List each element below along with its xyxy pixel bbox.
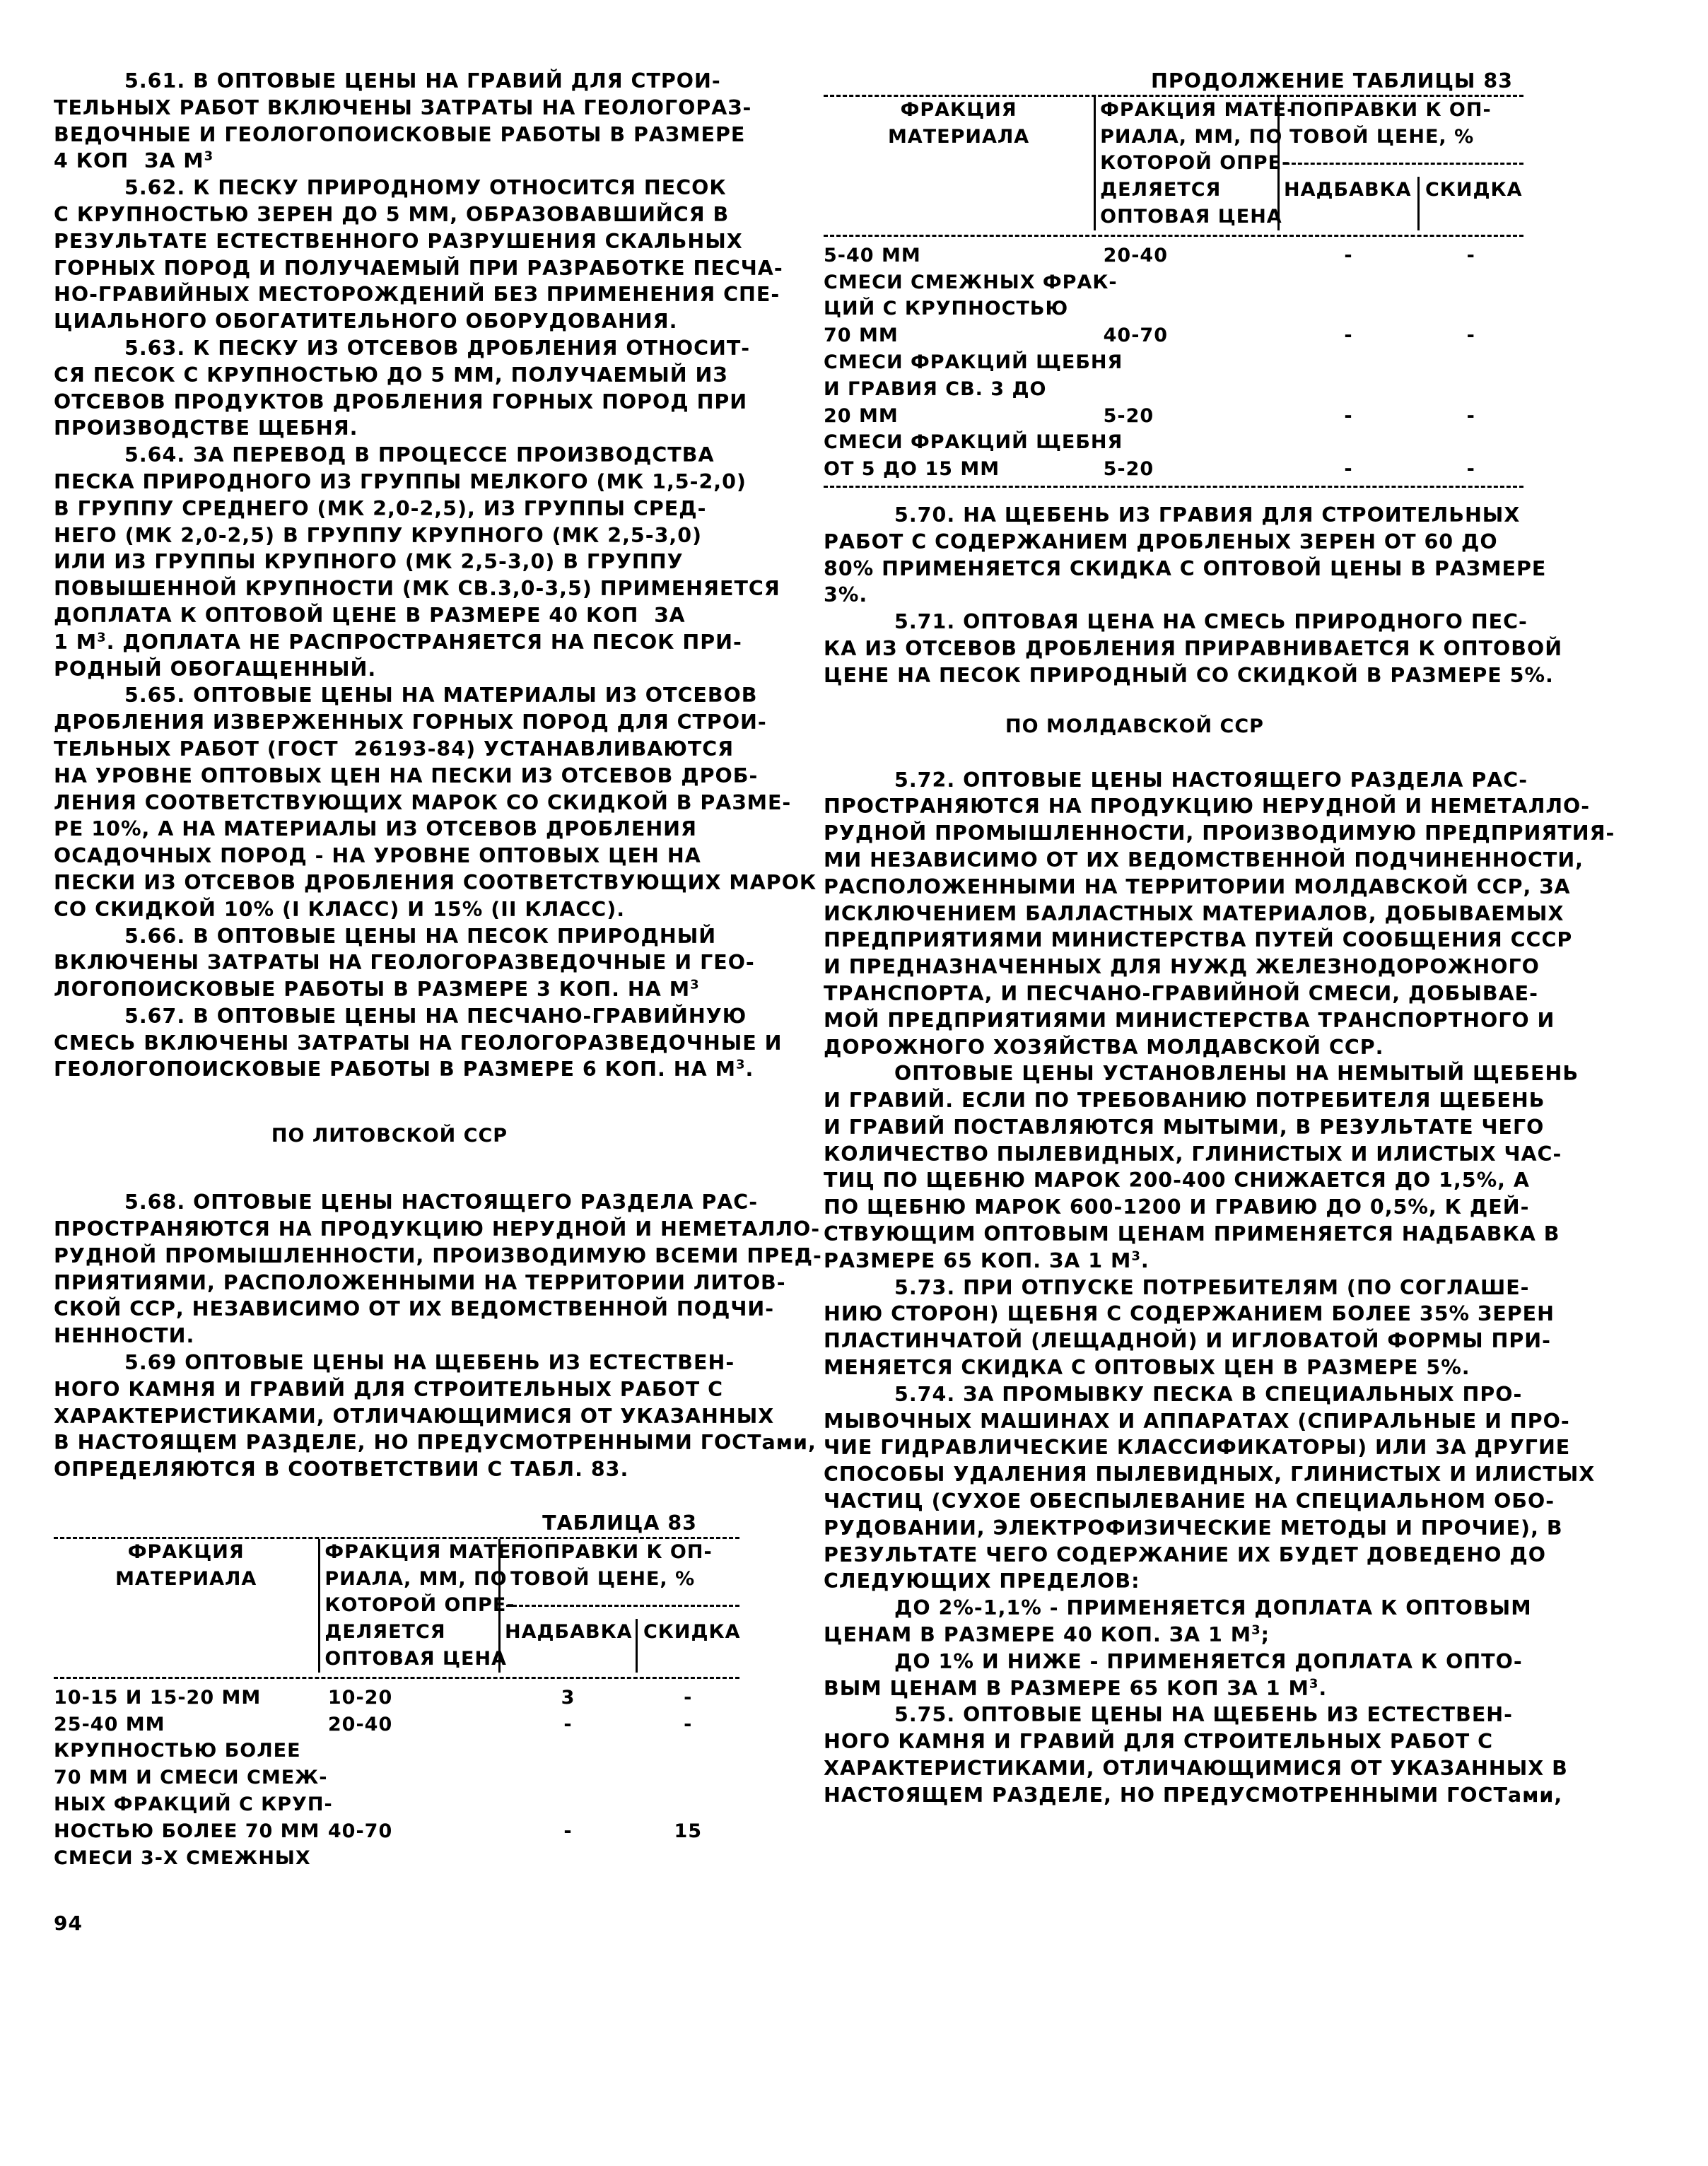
text-line: СМЕСЬ ВКЛЮЧЕНЫ ЗАТРАТЫ НА ГЕОЛОГОРАЗВЕДОЧНЫЕ И <box>54 1031 783 1055</box>
text-line: ДО 1% И НИЖЕ - ПРИМЕНЯЕТСЯ ДОПЛАТА К ОПТО- <box>894 1649 1523 1673</box>
header-col-discount: СКИДКА <box>636 1619 739 1646</box>
text-line: ОТСЕВОВ ПРОДУКТОВ ДРОБЛЕНИЯ ГОРНЫХ ПОРОД ПРИ <box>54 390 748 414</box>
header-col-fraction: ФРАКЦИЯ <box>900 98 1017 121</box>
para-5-66 <box>54 923 754 1003</box>
text-line: НЕННОСТИ. <box>54 1324 195 1348</box>
text-line: НИЮ СТОРОН) ЩЕБНЯ С СОДЕРЖАНИЕМ БОЛЕЕ 35% ЗЕРЕН <box>824 1302 1555 1326</box>
para-list-2 <box>824 1649 1531 1702</box>
table-header-row <box>54 1592 739 1619</box>
text-line: ДО 2%-1,1% - ПРИМЕНЯЕТСЯ ДОПЛАТА К ОПТОВЫМ <box>894 1596 1532 1620</box>
text-line: ПЛАСТИНЧАТОЙ (ЛЕЩАДНОЙ) И ИГЛОВАТОЙ ФОРМЫ ПРИ- <box>824 1329 1551 1353</box>
table-cell: - <box>1466 244 1475 267</box>
table-cell <box>1418 376 1523 403</box>
text-line: 5.66. В ОПТОВЫЕ ЦЕНЫ НА ПЕСОК ПРИРОДНЫЙ <box>124 924 717 948</box>
table-cell: СМЕСИ СМЕЖНЫХ ФРАК- <box>824 271 1118 293</box>
text-line: ТРАНСПОРТА, И ПЕСЧАНО-ГРАВИЙНОЙ СМЕСИ, ДОБЫВАЕ- <box>824 981 1538 1005</box>
table-row <box>54 1764 739 1791</box>
table-cell <box>1418 349 1523 376</box>
table-cell: 15 <box>674 1820 703 1842</box>
text-line: ВКЛЮЧЕНЫ ЗАТРАТЫ НА ГЕОЛОГОРАЗВЕДОЧНЫЕ И ГЕО- <box>54 951 755 975</box>
text-line: НАСТОЯЩЕМ РАЗДЕЛЕ, НО ПРЕДУСМОТРЕННЫМИ ГОСТами, <box>824 1783 1563 1807</box>
para-5-71 <box>824 609 1563 689</box>
table-cell <box>320 1845 500 1872</box>
text-line: РЕ 10%, А НА МАТЕРИАЛЫ ИЗ ОТСЕВОВ ДРОБЛЕНИЯ <box>54 817 697 841</box>
table-cell: - <box>1466 324 1475 347</box>
text-line: 5.70. НА ЩЕБЕНЬ ИЗ ГРАВИЯ ДЛЯ СТРОИТЕЛЬНЫХ <box>894 503 1521 527</box>
text-line: 5.61. В ОПТОВЫЕ ЦЕНЫ НА ГРАВИЙ ДЛЯ СТРОИ- <box>124 69 721 93</box>
text-line: ЦИАЛЬНОГО ОБОГАТИТЕЛЬНОГО ОБОРУДОВАНИЯ. <box>54 310 678 334</box>
text-line: 5.68. ОПТОВЫЕ ЦЕНЫ НАСТОЯЩЕГО РАЗДЕЛА РАС- <box>124 1190 759 1214</box>
header-col-fraction <box>54 1619 320 1646</box>
text-line: ВЕДОЧНЫЕ И ГЕОЛОГОПОИСКОВЫЕ РАБОТЫ В РАЗМЕРЕ <box>54 122 746 146</box>
table-grid <box>824 97 1523 230</box>
header-col-fraction <box>824 177 1095 204</box>
text-line: 5.63. К ПЕСКУ ИЗ ОТСЕВОВ ДРОБЛЕНИЯ ОТНОСИТ- <box>124 336 751 360</box>
text-line: 5.75. ОПТОВЫЕ ЦЕНЫ НА ЩЕБЕНЬ ИЗ ЕСТЕСТВЕН- <box>894 1703 1513 1727</box>
text-line: ДОПЛАТА К ОПТОВОЙ ЦЕНЕ В РАЗМЕРЕ 40 КОП ЗА <box>54 603 686 627</box>
table-row <box>54 1738 739 1764</box>
text-line: ТИЦ ПО ЩЕБНЮ МАРОК 200-400 СНИЖАЕТСЯ ДО 1,5%, А <box>824 1169 1530 1193</box>
header-col-price-fraction: ДЕЛЯЕТСЯ <box>1095 177 1279 204</box>
para-5-61 <box>54 68 754 175</box>
table-cell <box>499 1738 636 1764</box>
table-row <box>54 1845 739 1872</box>
table-cell: 5-20 <box>1103 404 1154 427</box>
text-line: РЕЗУЛЬТАТЕ ЕСТЕСТВЕННОГО РАЗРУШЕНИЯ СКАЛЬНЫХ <box>54 229 743 253</box>
header-col-price-fraction: РИАЛА, ММ, ПО <box>320 1566 500 1593</box>
header-col-fraction: МАТЕРИАЛА <box>887 125 1030 148</box>
header-col-discount: СКИДКА <box>1418 177 1523 204</box>
table-cell: СМЕСИ ФРАКЦИЙ ЩЕБНЯ <box>824 431 1123 454</box>
table-caption: ТАБЛИЦА 83 <box>542 1511 697 1535</box>
table-row <box>824 295 1523 322</box>
text-line: КА ИЗ ОТСЕВОВ ДРОБЛЕНИЯ ПРИРАВНИВАЕТСЯ К ОПТОВОЙ <box>824 636 1563 660</box>
text-line: РАЗМЕРЕ 65 КОП. ЗА 1 $М^3$. <box>824 1248 1150 1272</box>
table-cell <box>1278 376 1418 403</box>
text-line: ДРОБЛЕНИЯ ИЗВЕРЖЕННЫХ ГОРНЫХ ПОРОД ДЛЯ СТРОИ- <box>54 710 767 734</box>
text-line: 5.64. ЗА ПЕРЕВОД В ПРОЦЕССЕ ПРОИЗВОДСТВА <box>124 443 715 467</box>
text-line: МЫВОЧНЫХ МАШИНАХ И АППАРАТАХ (СПИРАЛЬНЫЕ И ПРО- <box>824 1409 1570 1433</box>
table-cell: 20 ММ <box>824 404 899 427</box>
para-5-72 <box>824 767 1615 1061</box>
para-list-1 <box>824 1595 1531 1649</box>
text-line: МЕНЯЕТСЯ СКИДКА С ОПТОВЫХ ЦЕН В РАЗМЕРЕ 5%. <box>824 1356 1470 1380</box>
table-cell: - <box>1344 324 1353 347</box>
table-cell: 20-40 <box>1103 244 1168 267</box>
header-col-price-fraction: ФРАКЦИЯ МАТЕ- <box>320 1539 500 1566</box>
text-line: ЦЕНАМ В РАЗМЕРЕ 40 КОП. ЗА 1 $М^3$; <box>824 1622 1270 1647</box>
header-col-fraction <box>54 1592 320 1619</box>
para-5-73 <box>824 1275 1555 1381</box>
text-line: ЛОГОПОИСКОВЫЕ РАБОТЫ В РАЗМЕРЕ 3 КОП. НА $М^3$ <box>54 977 700 1002</box>
text-line: ГЕОЛОГОПОИСКОВЫЕ РАБОТЫ В РАЗМЕРЕ 6 КОП. НА $М^3$. <box>54 1057 754 1082</box>
table-cell: - <box>1344 404 1353 427</box>
text-line: ТЕЛЬНЫХ РАБОТ ВКЛЮЧЕНЫ ЗАТРАТЫ НА ГЕОЛОГОРАЗ- <box>54 95 752 119</box>
text-line: РУДНОЙ ПРОМЫШЛЕННОСТИ, ПРОИЗВОДИМУЮ ПРЕДПРИЯТИЯ- <box>824 821 1615 845</box>
table-row <box>54 1791 739 1818</box>
table-cell: 5-20 <box>1103 458 1154 481</box>
table-cell <box>320 1791 500 1818</box>
text-line: СО СКИДКОЙ 10% (I КЛАСС) И 15% (II КЛАСС). <box>54 897 626 921</box>
section-heading-lithuania: ПО ЛИТОВСКОЙ ССР <box>271 1125 508 1147</box>
table-row <box>824 429 1523 456</box>
table-cell: ЦИЙ С КРУПНОСТЬЮ <box>824 298 1069 320</box>
table-cell <box>636 1764 739 1791</box>
table-cell <box>1278 269 1418 296</box>
table-cell: НЫХ ФРАКЦИЙ С КРУП- <box>54 1793 333 1816</box>
table-header-row <box>824 204 1523 230</box>
text-line: И ГРАВИЙ ПОСТАВЛЯЮТСЯ МЫТЫМИ, В РЕЗУЛЬТАТЕ ЧЕГО <box>824 1115 1545 1139</box>
text-line: ДОРОЖНОГО ХОЗЯЙСТВА МОЛДАВСКОЙ ССР. <box>824 1035 1384 1059</box>
text-line: ОПРЕДЕЛЯЮТСЯ В СООТВЕТСТВИИ С ТАБЛ. 83. <box>54 1458 629 1482</box>
table-83-continued <box>824 95 1523 488</box>
header-sub-rule <box>1285 163 1523 165</box>
table-cell <box>499 1791 636 1818</box>
table-cell: - <box>1466 404 1475 427</box>
text-line: В НАСТОЯЩЕМ РАЗДЕЛЕ, НО ПРЕДУСМОТРЕННЫМИ ГОСТами, <box>54 1431 817 1455</box>
table-cell <box>1278 349 1418 376</box>
text-line: ЛЕНИЯ СООТВЕТСТВУЮЩИХ МАРОК СО СКИДКОЙ В РАЗМЕ- <box>54 790 792 814</box>
text-line: НА УРОВНЕ ОПТОВЫХ ЦЕН НА ПЕСКИ ИЗ ОТСЕВОВ ДРОБ- <box>54 763 759 788</box>
text-line: НОГО КАМНЯ И ГРАВИЙ ДЛЯ СТРОИТЕЛЬНЫХ РАБОТ С <box>54 1377 724 1401</box>
para-5-65 <box>54 682 817 923</box>
header-col-price-fraction: КОТОРОЙ ОПРЕ- <box>1095 150 1279 177</box>
text-line: РАБОТ С СОДЕРЖАНИЕМ ДРОБЛЕНЫХ ЗЕРЕН ОТ 60 ДО <box>824 529 1498 554</box>
header-col-price-fraction: ОПТОВАЯ ЦЕНА <box>320 1646 500 1673</box>
text-line: ПРОСТРАНЯЮТСЯ НА ПРОДУКЦИЮ НЕРУДНОЙ И НЕМЕТАЛЛО- <box>54 1217 821 1241</box>
header-col-price-fraction: РИАЛА, ММ, ПО <box>1095 124 1279 151</box>
text-line: ПРЕДПРИЯТИЯМИ МИНИСТЕРСТВА ПУТЕЙ СООБЩЕНИЯ СССР <box>824 928 1573 952</box>
text-line: НЕГО (МК 2,0-2,5) В ГРУППУ КРУПНОГО (МК 2,5-3,0) <box>54 523 703 547</box>
text-line: ПРОСТРАНЯЮТСЯ НА ПРОДУКЦИЮ НЕРУДНОЙ И НЕМЕТАЛЛО- <box>824 795 1591 819</box>
text-line: ГОРНЫХ ПОРОД И ПОЛУЧАЕМЫЙ ПРИ РАЗРАБОТКЕ ПЕСЧА- <box>54 256 783 280</box>
left-column <box>54 68 822 1871</box>
table-cell <box>499 1764 636 1791</box>
text-line: РАСПОЛОЖЕННЫМИ НА ТЕРРИТОРИИ МОЛДАВСКОЙ ССР, ЗА <box>824 874 1571 898</box>
para-5-74 <box>824 1381 1596 1595</box>
text-line: ОСАДОЧНЫХ ПОРОД - НА УРОВНЕ ОПТОВЫХ ЦЕН НА <box>54 844 701 868</box>
text-line: И ПРЕДНАЗНАЧЕННЫХ ДЛЯ НУЖД ЖЕЛЕЗНОДОРОЖНОГО <box>824 955 1540 979</box>
header-corrections-rule <box>1278 150 1523 177</box>
header-empty <box>1278 204 1418 230</box>
header-col-fraction <box>824 150 1095 177</box>
text-line: КОЛИЧЕСТВО ПЫЛЕВИДНЫХ, ГЛИНИСТЫХ И ИЛИСТЫХ ЧАС- <box>824 1142 1562 1166</box>
table-row <box>824 456 1523 483</box>
table-row <box>54 1711 739 1738</box>
table-cell: СМЕСИ 3-Х СМЕЖНЫХ <box>54 1846 311 1869</box>
text-line: ТЕЛЬНЫХ РАБОТ (ГОСТ 26193-84) УСТАНАВЛИВАЮТСЯ <box>54 737 735 761</box>
text-line: 5.62. К ПЕСКУ ПРИРОДНОМУ ОТНОСИТСЯ ПЕСОК <box>124 176 727 200</box>
para-5-69 <box>54 1350 817 1483</box>
text-line: РУДНОЙ ПРОМЫШЛЕННОСТИ, ПРОИЗВОДИМУЮ ВСЕМИ ПРЕД- <box>54 1243 822 1268</box>
text-line: 80% ПРИМЕНЯЕТСЯ СКИДКА С ОПТОВОЙ ЦЕНЫ В РАЗМЕРЕ <box>824 556 1547 580</box>
table-cell: - <box>563 1713 573 1735</box>
table-cell <box>499 1845 636 1872</box>
text-line: ПЕСКА ПРИРОДНОГО ИЗ ГРУППЫ МЕЛКОГО (МК 1,5-2,0) <box>54 469 747 493</box>
table-cell: 5-40 ММ <box>824 244 921 267</box>
text-line: 5.67. В ОПТОВЫЕ ЦЕНЫ НА ПЕСЧАНО-ГРАВИЙНУЮ <box>124 1004 747 1028</box>
table-row <box>54 1818 739 1845</box>
para-5-62 <box>54 175 783 335</box>
table-cell <box>1095 269 1279 296</box>
header-col-price-fraction: КОТОРОЙ ОПРЕ- <box>320 1592 500 1619</box>
table-cell: ОТ 5 ДО 15 ММ <box>824 458 1000 481</box>
header-empty <box>636 1646 739 1673</box>
text-line: ЧИЕ ГИДРАВЛИЧЕСКИЕ КЛАССИФИКАТОРЫ) ИЛИ ЗА ДРУГИЕ <box>824 1436 1571 1460</box>
table-cell <box>320 1764 500 1791</box>
table-cell: - <box>684 1686 693 1709</box>
table-cell: - <box>684 1713 693 1735</box>
table-cell <box>636 1791 739 1818</box>
section-heading-moldavia: ПО МОЛДАВСКОЙ ССР <box>1005 715 1264 737</box>
table-header-row <box>824 177 1523 204</box>
text-line: ВЫМ ЦЕНАМ В РАЗМЕРЕ 65 КОП ЗА 1 $М^3$. <box>824 1676 1328 1700</box>
table-cell: 20-40 <box>327 1713 393 1735</box>
header-col-corrections: ТОВОЙ ЦЕНЕ, % <box>1278 124 1523 151</box>
header-col-price-fraction: ОПТОВАЯ ЦЕНА <box>1095 204 1279 230</box>
header-col-price-fraction: ФРАКЦИЯ МАТЕ- <box>1095 97 1279 124</box>
text-line: 1 $М^3$. ДОПЛАТА НЕ РАСПРОСТРАНЯЕТСЯ НА ПЕСОК ПРИ- <box>54 630 742 654</box>
table-header-row <box>824 150 1523 177</box>
header-col-fraction: ФРАКЦИЯ <box>127 1540 245 1563</box>
text-line: СЯ ПЕСОК С КРУПНОСТЬЮ ДО 5 ММ, ПОЛУЧАЕМЫЙ ИЗ <box>54 363 728 387</box>
table-header-row <box>824 97 1523 124</box>
header-empty <box>1418 204 1523 230</box>
table-cell: 70 ММ И СМЕСИ СМЕЖ- <box>54 1767 328 1789</box>
para-5-70 <box>824 502 1547 609</box>
table-row <box>824 322 1523 349</box>
para-5-75 <box>824 1702 1568 1808</box>
text-line: РЕЗУЛЬТАТЕ ЧЕГО СОДЕРЖАНИЕ ИХ БУДЕТ ДОВЕДЕНО ДО <box>824 1542 1546 1567</box>
table-body <box>824 242 1523 483</box>
text-line: И ГРАВИЙ. ЕСЛИ ПО ТРЕБОВАНИЮ ПОТРЕБИТЕЛЯ ЩЕБЕНЬ <box>824 1089 1545 1113</box>
table-row <box>824 242 1523 269</box>
table-cell: - <box>1466 458 1475 481</box>
header-corrections-rule <box>499 1592 739 1619</box>
table-cell: 70 ММ <box>824 324 899 347</box>
text-line: С КРУПНОСТЬЮ ЗЕРЕН ДО 5 ММ, ОБРАЗОВАВШИЙСЯ В <box>54 202 730 226</box>
table-row <box>824 269 1523 296</box>
para-5-63 <box>54 335 754 442</box>
table-body <box>54 1685 739 1872</box>
text-line: 5.65. ОПТОВЫЕ ЦЕНЫ НА МАТЕРИАЛЫ ИЗ ОТСЕВОВ <box>124 684 758 708</box>
table-cell: - <box>1344 458 1353 481</box>
table-continuation-caption: ПРОДОЛЖЕНИЕ ТАБЛИЦЫ 83 <box>1151 69 1513 93</box>
text-line: 4 КОП ЗА $М^3$ <box>54 148 214 173</box>
header-col-corrections: ТОВОЙ ЦЕНЕ, % <box>499 1566 739 1593</box>
table-cell <box>636 1845 739 1872</box>
text-line: ОПТОВЫЕ ЦЕНЫ УСТАНОВЛЕНЫ НА НЕМЫТЫЙ ЩЕБЕНЬ <box>894 1062 1579 1086</box>
table-grid <box>54 1539 739 1673</box>
table-header-row <box>54 1539 739 1566</box>
text-line: 3%. <box>824 583 868 607</box>
table-83 <box>54 1537 739 1872</box>
text-line: ПРИЯТИЯМИ, РАСПОЛОЖЕННЫМИ НА ТЕРРИТОРИИ ЛИТОВ- <box>54 1270 786 1294</box>
header-col-corrections: ПОПРАВКИ К ОП- <box>499 1539 739 1566</box>
table-cell <box>1418 295 1523 322</box>
table-cell <box>1418 429 1523 456</box>
text-line: ИЛИ ИЗ ГРУППЫ КРУПНОГО (МК 2,5-3,0) В ГРУППУ <box>54 550 684 574</box>
text-line: ИСКЛЮЧЕНИЕМ БАЛЛАСТНЫХ МАТЕРИАЛОВ, ДОБЫВАЕМЫХ <box>824 901 1564 925</box>
text-line: РОДНЫЙ ОБОГАЩЕННЫЙ. <box>54 657 377 681</box>
text-line: ПЕСКИ ИЗ ОТСЕВОВ ДРОБЛЕНИЯ СООТВЕТСТВУЮЩИХ МАРОК <box>54 870 817 894</box>
table-header-row <box>54 1566 739 1593</box>
para-prices <box>824 1060 1579 1274</box>
table-cell: 10-20 <box>327 1686 393 1709</box>
table-cell: КРУПНОСТЬЮ БОЛЕЕ <box>54 1740 301 1762</box>
table-cell: 10-15 И 15-20 ММ <box>54 1686 262 1709</box>
text-line: СЛЕДУЮЩИХ ПРЕДЕЛОВ: <box>824 1569 1140 1593</box>
header-col-corrections: ПОПРАВКИ К ОП- <box>1278 97 1523 124</box>
table-cell <box>320 1738 500 1764</box>
text-line: ЦЕНЕ НА ПЕСОК ПРИРОДНЫЙ СО СКИДКОЙ В РАЗМЕРЕ 5%. <box>824 663 1554 687</box>
table-header-row <box>824 124 1523 151</box>
table-cell: 3 <box>561 1686 575 1709</box>
table-cell: 40-70 <box>1103 324 1168 347</box>
text-line: РУДОВАНИИ, ЭЛЕКТРОФИЗИЧЕСКИЕ МЕТОДЫ И ПРОЧИЕ), В <box>824 1516 1563 1540</box>
table-cell <box>1095 295 1279 322</box>
text-line: ХАРАКТЕРИСТИКАМИ, ОТЛИЧАЮЩИМИСЯ ОТ УКАЗАННЫХ В <box>824 1757 1568 1781</box>
table-cell <box>1278 295 1418 322</box>
table-cell: 40-70 <box>327 1820 393 1842</box>
table-header-row <box>54 1646 739 1673</box>
table-cell: СМЕСИ ФРАКЦИЙ ЩЕБНЯ <box>824 351 1123 373</box>
table-cell: - <box>563 1820 573 1842</box>
text-line: ПО ЩЕБНЮ МАРОК 600-1200 И ГРАВИЮ ДО 0,5%, К ДЕЙ- <box>824 1195 1530 1219</box>
text-line: 5.69 ОПТОВЫЕ ЦЕНЫ НА ЩЕБЕНЬ ИЗ ЕСТЕСТВЕН- <box>124 1351 735 1375</box>
para-5-68 <box>54 1189 822 1350</box>
header-col-surcharge: НАДБАВКА <box>499 1619 636 1646</box>
para-5-64 <box>54 442 780 682</box>
text-line: МИ НЕЗАВИСИМО ОТ ИХ ВЕДОМСТВЕННОЙ ПОДЧИНЕННОСТИ, <box>824 848 1584 872</box>
text-line: НОГО КАМНЯ И ГРАВИЙ ДЛЯ СТРОИТЕЛЬНЫХ РАБОТ С <box>824 1730 1494 1754</box>
text-line: ПРОИЗВОДСТВЕ ЩЕБНЯ. <box>54 416 358 440</box>
text-line: СКОЙ ССР, НЕЗАВИСИМО ОТ ИХ ВЕДОМСТВЕННОЙ ПОДЧИ- <box>54 1297 775 1321</box>
text-line: 5.72. ОПТОВЫЕ ЦЕНЫ НАСТОЯЩЕГО РАЗДЕЛА РАС- <box>894 768 1528 792</box>
header-sub-rule <box>506 1605 739 1607</box>
text-line: СПОСОБЫ УДАЛЕНИЯ ПЫЛЕВИДНЫХ, ГЛИНИСТЫХ И ИЛИСТЫХ <box>824 1463 1596 1487</box>
table-rule-header <box>824 235 1523 237</box>
right-column <box>824 68 1615 1809</box>
text-line: ПОВЫШЕННОЙ КРУПНОСТИ (МК СВ.3,0-3,5) ПРИМЕНЯЕТСЯ <box>54 577 780 601</box>
table-cell <box>1418 269 1523 296</box>
para-5-67 <box>54 1003 783 1083</box>
text-line: 5.71. ОПТОВАЯ ЦЕНА НА СМЕСЬ ПРИРОДНОГО ПЕС- <box>894 610 1528 634</box>
page-number: 94 <box>54 1912 83 1935</box>
text-line: 5.74. ЗА ПРОМЫВКУ ПЕСКА В СПЕЦИАЛЬНЫХ ПРО- <box>894 1382 1523 1406</box>
table-rule-header <box>54 1677 739 1679</box>
text-line: СТВУЮЩИМ ОПТОВЫМ ЦЕНАМ ПРИМЕНЯЕТСЯ НАДБАВКА В <box>824 1222 1560 1246</box>
table-row <box>54 1685 739 1711</box>
header-col-fraction <box>824 204 1095 230</box>
table-cell: И ГРАВИЯ СВ. 3 ДО <box>824 377 1047 400</box>
table-row <box>824 376 1523 403</box>
text-line: НО-ГРАВИЙНЫХ МЕСТОРОЖДЕНИЙ БЕЗ ПРИМЕНЕНИЯ СПЕ- <box>54 283 780 307</box>
text-line: 5.73. ПРИ ОТПУСКЕ ПОТРЕБИТЕЛЯМ (ПО СОГЛАШЕ- <box>894 1275 1530 1299</box>
header-col-fraction <box>54 1646 320 1673</box>
table-cell <box>636 1738 739 1764</box>
table-cell: 25-40 ММ <box>54 1713 165 1735</box>
table-row <box>824 349 1523 376</box>
text-line: ЧАСТИЦ (СУХОЕ ОБЕСПЫЛЕВАНИЕ НА СПЕЦИАЛЬНОМ ОБО- <box>824 1489 1555 1514</box>
table-cell: НОСТЬЮ БОЛЕЕ 70 ММ <box>54 1820 320 1842</box>
table-header-row <box>54 1619 739 1646</box>
text-line: ХАРАКТЕРИСТИКАМИ, ОТЛИЧАЮЩИМИСЯ ОТ УКАЗАННЫХ <box>54 1404 775 1428</box>
table-row <box>824 403 1523 430</box>
table-cell <box>1278 429 1418 456</box>
table-cell: - <box>1344 244 1353 267</box>
header-empty <box>499 1646 636 1673</box>
text-line: МОЙ ПРЕДПРИЯТИЯМИ МИНИСТЕРСТВА ТРАНСПОРТНОГО И <box>824 1008 1555 1032</box>
header-col-price-fraction: ДЕЛЯЕТСЯ <box>320 1619 500 1646</box>
table-cell <box>1095 376 1279 403</box>
text-line: В ГРУППУ СРЕДНЕГО (МК 2,0-2,5), ИЗ ГРУППЫ СРЕД- <box>54 496 707 520</box>
header-col-fraction: МАТЕРИАЛА <box>115 1567 257 1590</box>
header-col-surcharge: НАДБАВКА <box>1278 177 1418 204</box>
